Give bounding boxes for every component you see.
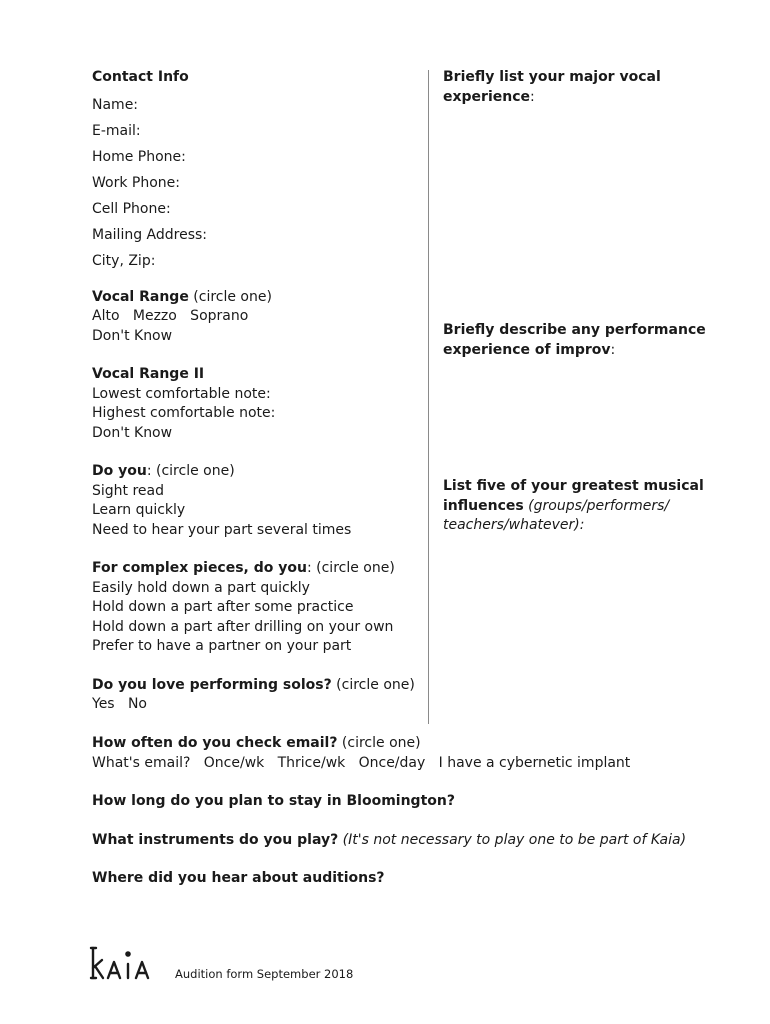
vocal-range-2-heading: Vocal Range II bbox=[92, 366, 205, 382]
vocal-experience-heading: Briefly list your major vocal experience bbox=[443, 69, 661, 105]
solos-heading: Do you love performing solos? bbox=[92, 676, 332, 693]
do-you-note: : (circle one) bbox=[146, 463, 235, 479]
complex-option-1: Easily hold down a part quickly bbox=[92, 579, 310, 596]
instruments-question bbox=[92, 831, 732, 851]
city-zip-field-label: City, Zip: bbox=[92, 252, 156, 269]
do-you-section bbox=[92, 462, 422, 540]
do-you-heading: Do you bbox=[92, 463, 147, 479]
left-column bbox=[92, 68, 422, 715]
vocal-range-2-section bbox=[92, 365, 422, 443]
solos-options: Yes No bbox=[92, 696, 147, 712]
vocal-range-note: (circle one) bbox=[188, 288, 272, 305]
learn-quickly-option: Learn quickly bbox=[92, 502, 186, 518]
right-column bbox=[443, 68, 718, 533]
vocal-range-2-dont-know: Don't Know bbox=[92, 424, 173, 441]
work-phone-field-label: Work Phone: bbox=[92, 174, 180, 191]
contact-info-heading: Contact Info bbox=[92, 69, 189, 85]
complex-pieces-section bbox=[92, 559, 422, 657]
influences-note: (groups/performers/ teachers/whatever): bbox=[443, 497, 670, 533]
solos-note: (circle one) bbox=[331, 676, 415, 693]
footer-caption: Audition form September 2018 bbox=[175, 967, 354, 981]
auditions-source-question: Where did you hear about auditions? bbox=[92, 870, 385, 886]
instruments-heading: What instruments do you play? bbox=[92, 831, 339, 848]
improv-colon: : bbox=[610, 341, 616, 358]
highest-note-label: Highest comfortable note: bbox=[92, 405, 276, 421]
email-frequency-heading: How often do you check email? bbox=[92, 735, 338, 751]
bottom-questions bbox=[92, 734, 732, 889]
instruments-note: (It's not necessary to play one to be part of Kaia) bbox=[338, 831, 687, 848]
need-to-hear-option: Need to hear your part several times bbox=[92, 521, 352, 538]
complex-pieces-note: : (circle one) bbox=[306, 560, 395, 576]
complex-pieces-heading: For complex pieces, do you bbox=[92, 560, 307, 576]
improv-heading: Briefly describe any performance experience of improv bbox=[443, 322, 706, 358]
name-field-label: Name: bbox=[92, 96, 139, 113]
vocal-range-dont-know: Don't Know bbox=[92, 327, 173, 344]
lowest-note-label: Lowest comfortable note: bbox=[92, 385, 271, 402]
stay-duration-question: How long do you plan to stay in Bloomington? bbox=[92, 793, 455, 809]
vocal-experience-prompt bbox=[443, 68, 718, 107]
complex-option-4: Prefer to have a partner on your part bbox=[92, 638, 352, 654]
home-phone-field-label: Home Phone: bbox=[92, 148, 186, 165]
kaia-logo bbox=[88, 944, 168, 984]
solos-section bbox=[92, 676, 422, 715]
influences-prompt bbox=[443, 477, 713, 536]
influences-heading: List five of your greatest musical influences bbox=[443, 478, 704, 514]
vocal-range-options: Alto Mezzo Soprano bbox=[92, 308, 249, 324]
complex-option-2: Hold down a part after some practice bbox=[92, 599, 354, 615]
cell-phone-field-label: Cell Phone: bbox=[92, 200, 171, 217]
email-frequency-note: (circle one) bbox=[337, 735, 421, 751]
improv-prompt bbox=[443, 321, 718, 360]
email-frequency-options: What's email? Once/wk Thrice/wk Once/day I have a cybernetic implant bbox=[92, 754, 631, 771]
contact-fields bbox=[92, 92, 422, 274]
email-field-label: E-mail: bbox=[92, 122, 141, 139]
column-divider bbox=[428, 70, 429, 724]
mailing-address-field-label: Mailing Address: bbox=[92, 226, 208, 243]
vocal-range-heading: Vocal Range bbox=[92, 288, 189, 305]
sight-read-option: Sight read bbox=[92, 482, 165, 499]
complex-option-3: Hold down a part after drilling on your own bbox=[92, 618, 394, 635]
vocal-experience-colon: : bbox=[530, 88, 535, 105]
vocal-range-section bbox=[92, 288, 422, 347]
